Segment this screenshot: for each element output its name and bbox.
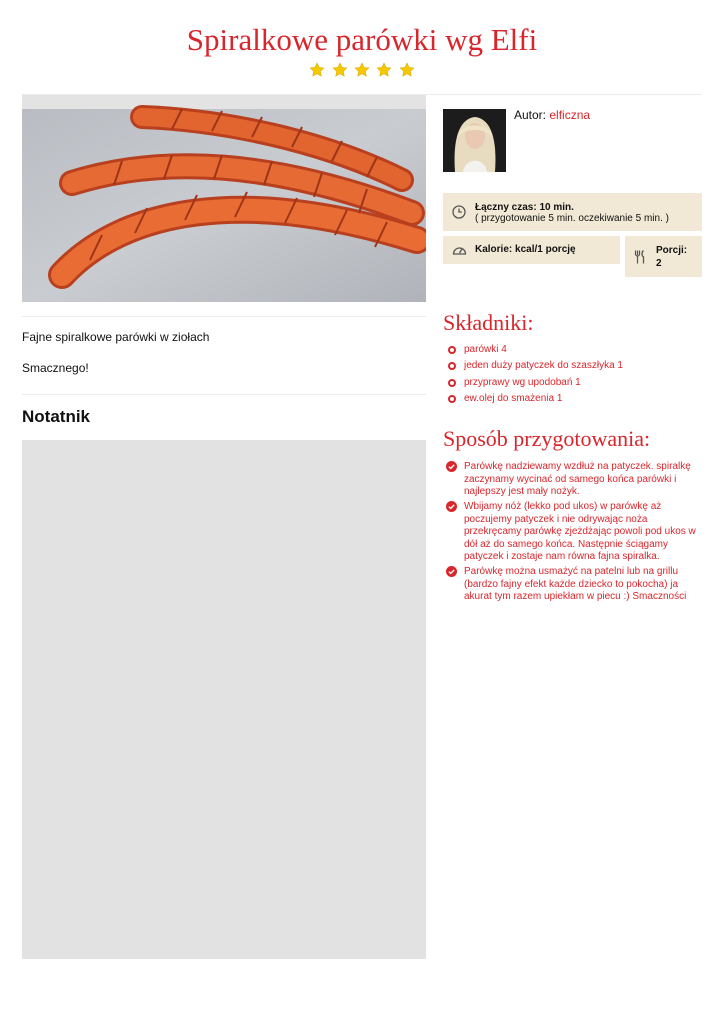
total-time-box	[443, 193, 702, 231]
recipe-description	[22, 330, 426, 392]
time-detail: ( przygotowanie 5 min. oczekiwanie 5 min. )	[475, 213, 669, 224]
ingredients-list	[446, 343, 702, 408]
portions-label: Porcji:	[656, 245, 688, 256]
star-icon	[309, 62, 325, 78]
recipe-photo	[22, 95, 426, 302]
portions-info	[656, 244, 687, 270]
divider	[22, 394, 426, 395]
star-icon	[399, 62, 415, 78]
check-circle-icon	[446, 566, 457, 577]
bullet-ring-icon	[448, 379, 456, 387]
speedometer-icon	[452, 243, 467, 256]
portions-value: 2	[656, 258, 662, 269]
check-circle-icon	[446, 461, 457, 472]
preparation-title: Sposób przygotowania:	[443, 426, 651, 451]
calories-box	[443, 236, 620, 264]
description-line: Fajne spiralkowe parówki w ziołach	[22, 330, 210, 344]
divider	[22, 316, 426, 317]
preparation-steps	[446, 461, 698, 606]
total-time: Łączny czas: 10 min.	[475, 202, 574, 213]
recipe-title: Spiralkowe parówki wg Elfi	[186, 22, 538, 57]
author-label: Autor:	[514, 108, 550, 122]
rating-stars	[0, 62, 724, 80]
calories-text: Kalorie: kcal/1 porcję	[475, 244, 576, 255]
preparation-step: Wbijamy nóż (lekko pod ukos) w parówkę aż poczujemy patyczek i nie odrywając noża przekręcamy parówkę zjeżdżając powoli pod ukos w dół aż do samego końca. Następnie ściągamy patyczek i zostaje nam równa fajna spiralka.	[446, 501, 698, 564]
bullet-ring-icon	[448, 346, 456, 354]
clock-icon	[452, 205, 466, 219]
author-link[interactable]: elficzna	[549, 108, 591, 122]
star-icon	[376, 62, 392, 78]
preparation-step: Parówkę nadziewamy wzdłuż na patyczek. spiralkę zaczynamy wycinać od samego końca parówki i najlepszy jest mały nożyk.	[446, 461, 698, 499]
ingredients-title: Składniki:	[443, 310, 534, 335]
bullet-ring-icon	[448, 395, 456, 403]
ingredient-item: jeden duży patyczek do szaszłyka 1	[446, 359, 702, 375]
preparation-step: Parówkę można usmażyć na patelni lub na grillu (bardzo fajny efekt każde dziecko to pokocha) ja akurat tym razem upiekłam w piecu :) Smaczności	[446, 566, 698, 604]
check-circle-icon	[446, 501, 457, 512]
fork-knife-icon	[634, 250, 646, 264]
bullet-ring-icon	[448, 362, 456, 370]
notes-title: Notatnik	[22, 407, 90, 426]
ingredient-item: przyprawy wg upodobań 1	[446, 376, 702, 392]
star-icon	[332, 62, 348, 78]
notes-area[interactable]	[22, 440, 426, 959]
description-line: Smacznego!	[22, 361, 89, 375]
portions-box	[625, 236, 702, 277]
ingredient-item: ew.olej do smażenia 1	[446, 392, 702, 408]
ingredient-item: parówki 4	[446, 343, 702, 359]
author-info	[514, 108, 590, 122]
star-icon	[354, 62, 370, 78]
author-avatar	[443, 109, 506, 172]
